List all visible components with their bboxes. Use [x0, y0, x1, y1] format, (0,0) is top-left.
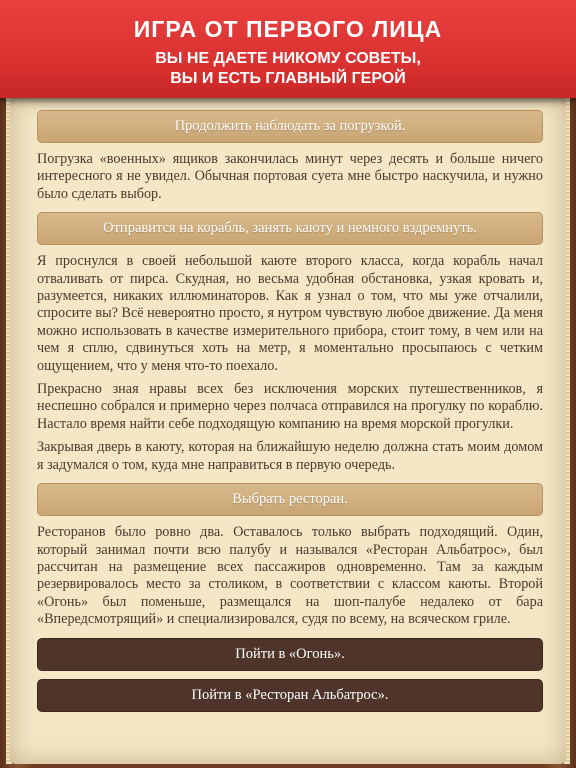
choice-continue-watching[interactable]: Продолжить наблюдать за погрузкой. — [37, 110, 543, 143]
story-paragraph: Погрузка «военных» ящиков закончилась минут через десять и больше ничего интересного я не увидел. Обычная портовая суета мне быстро наскучила, и нужно было сделать выбор. — [37, 151, 543, 202]
banner-subtitle-line2: ВЫ И ЕСТЬ ГЛАВНЫЙ ГЕРОЙ — [170, 70, 406, 87]
promo-banner — [0, 0, 576, 98]
choice-go-to-ship[interactable]: Отправится на корабль, занять каюту и немного вздремнуть. — [37, 212, 543, 245]
story-paragraph: Закрывая дверь в каюту, которая на ближайшую неделю должна стать моим домом я задумался о том, куда мне направиться в первую очередь. — [37, 439, 543, 473]
choice-go-ogon[interactable]: Пойти в «Огонь». — [37, 638, 543, 671]
banner-subtitle-line1: ВЫ НЕ ДАЕТЕ НИКОМУ СОВЕТЫ, — [155, 50, 421, 67]
choice-go-albatros[interactable]: Пойти в «Ресторан Альбатрос». — [37, 679, 543, 712]
banner-shadow — [0, 98, 576, 104]
story-paragraph: Я проснулся в своей небольшой каюте второго класса, когда корабль начал отваливать от пирса. Скудная, но весьма удобная обстановка, узкая кровать и, разумеется, никаких иллюминаторов. Как я узнал о том, что мы уже отчалили, спросите вы? Всё невероятно просто, я нутром чувствую любое движение. Да меня можно использовать в качестве измерительного прибора, стоит тому, в чем или на чем я сплю, сдвинуться хоть на метр, я моментально просыпаюсь с четким ощущением, что у меня что-то поехало. — [37, 253, 543, 374]
story-paragraph: Ресторанов было ровно два. Оставалось только выбрать подходящий. Один, который занимал почти всю палубу и назывался «Ресторан Альбатрос», был рассчитан на размещение всех пассажиров одновременно. Там за каждым резервировалось место за столиком, в соответствии с классом каюты. Второй «Огонь» был поменьше, размещался на шоп-палубе недалеко от бара «Впередсмотрящий» и специализировался, судя по всему, на всяческом гриле. — [37, 524, 543, 628]
story-content — [37, 110, 543, 712]
story-paragraph: Прекрасно зная нравы всех без исключения морских путешественников, я неспешно собрался и примерно через полчаса отправился на прогулку по кораблю. Настало время найти себе подходящую компанию на время морской прогулки. — [37, 381, 543, 432]
choice-select-restaurant[interactable]: Выбрать ресторан. — [37, 483, 543, 516]
banner-title: ИГРА ОТ ПЕРВОГО ЛИЦА — [133, 16, 443, 42]
